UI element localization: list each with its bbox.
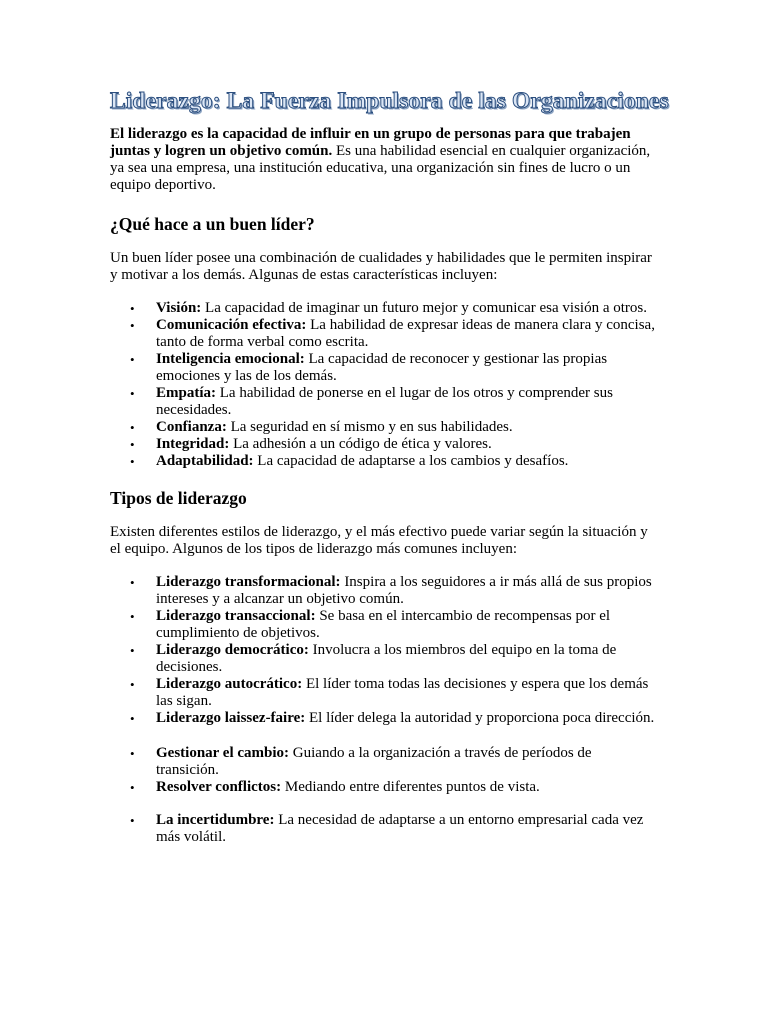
list-item-text: Mediando entre diferentes puntos de vista. [281, 779, 540, 795]
list-item [110, 351, 658, 385]
list-item-term: Visión: [156, 300, 202, 316]
list-item [110, 453, 658, 470]
list-item [110, 676, 658, 710]
list-item-text: La capacidad de imaginar un futuro mejor y comunicar esa visión a otros. [201, 300, 647, 316]
document-title: Liderazgo: La Fuerza Impulsora de las Organizaciones [110, 88, 669, 114]
list-item-text: La necesidad de adaptarse a un entorno empresarial cada vez más volátil. [156, 812, 644, 845]
bullet-icon: • [130, 437, 135, 452]
list-item-term: Liderazgo autocrático: [156, 676, 303, 692]
list-item [110, 574, 658, 608]
list-item-term: Confianza: [156, 419, 227, 435]
bullet-icon: • [130, 454, 135, 469]
list-item [110, 779, 658, 796]
list-item-term: Liderazgo democrático: [156, 642, 309, 658]
list-item-text: Inspira a los seguidores a ir más allá de sus propios intereses y a alcanzar un objetivo común. [156, 574, 652, 607]
list-item-term: Liderazgo transformacional: [156, 574, 341, 590]
list-item-text: La habilidad de ponerse en el lugar de los otros y comprender sus necesidades. [156, 385, 613, 418]
list-item-term: Liderazgo transaccional: [156, 608, 316, 624]
qualities-list [110, 300, 658, 470]
list-item-text: El líder toma todas las decisiones y espera que los demás las sigan. [156, 676, 649, 709]
list-item-term: Gestionar el cambio: [156, 745, 290, 761]
section-paragraph-buen-lider: Un buen líder posee una combinación de cualidades y habilidades que le permiten inspirar y motivar a los demás. Algunas de estas características incluyen: [110, 250, 652, 283]
list-item-text: La habilidad de expresar ideas de manera clara y concisa, tanto de forma verbal como escrita. [156, 317, 655, 350]
list-item-text: Involucra a los miembros del equipo en la toma de decisiones. [156, 642, 617, 675]
challenges-list [110, 812, 658, 846]
bullet-icon: • [130, 575, 135, 590]
list-item-term: Resolver conflictos: [156, 779, 282, 795]
bullet-icon: • [130, 813, 135, 828]
list-item [110, 608, 658, 642]
list-item [110, 317, 658, 351]
list-item-text: La capacidad de reconocer y gestionar las propias emociones y las de los demás. [156, 351, 608, 384]
list-item-text: La capacidad de adaptarse a los cambios y desafíos. [253, 453, 569, 469]
section-paragraph-tipos: Existen diferentes estilos de liderazgo, y el más efectivo puede variar según la situación y el equipo. Algunos de los tipos de liderazgo más comunes incluyen: [110, 524, 648, 557]
bullet-icon: • [130, 318, 135, 333]
intro-bold-text: El liderazgo es la capacidad de influir en un grupo de personas para que trabajen juntas y logren un objetivo común. [110, 126, 631, 159]
list-item-text: Se basa en el intercambio de recompensas por el cumplimiento de objetivos. [156, 608, 611, 641]
list-item-text: El líder delega la autoridad y proporciona poca dirección. [305, 710, 655, 726]
list-item-term: Inteligencia emocional: [156, 351, 305, 367]
list-item-term: Integridad: [156, 436, 230, 452]
list-item-term: Empatía: [156, 385, 216, 401]
leader-tasks-list [110, 745, 658, 796]
list-item-term: Liderazgo laissez-faire: [156, 710, 306, 726]
list-item [110, 436, 658, 453]
list-item [110, 385, 658, 419]
list-item-text: Guiando a la organización a través de períodos de transición. [156, 745, 592, 778]
bullet-icon: • [130, 780, 135, 795]
list-item [110, 642, 658, 676]
bullet-icon: • [130, 711, 135, 726]
list-item [110, 745, 658, 779]
bullet-icon: • [130, 677, 135, 692]
list-item [110, 710, 658, 727]
bullet-icon: • [130, 609, 135, 624]
document-page [110, 86, 669, 846]
section-heading-tipos: Tipos de liderazgo [110, 488, 247, 508]
bullet-icon: • [130, 386, 135, 401]
intro-paragraph [110, 126, 658, 194]
list-item-term: Comunicación efectiva: [156, 317, 307, 333]
intro-normal-text: Es una habilidad esencial en cualquier organización, ya sea una empresa, una institución educativa, una organización sin fines de lucro o un equipo deportivo. [110, 143, 651, 193]
bullet-icon: • [130, 746, 135, 761]
list-item [110, 419, 658, 436]
bullet-icon: • [130, 352, 135, 367]
leadership-types-list [110, 574, 658, 727]
list-item-text: La seguridad en sí mismo y en sus habilidades. [226, 419, 513, 435]
list-item [110, 300, 658, 317]
bullet-icon: • [130, 420, 135, 435]
list-item [110, 812, 658, 846]
section-heading-buen-lider: ¿Qué hace a un buen líder? [110, 214, 315, 234]
list-item-term: Adaptabilidad: [156, 453, 254, 469]
list-item-text: La adhesión a un código de ética y valores. [229, 436, 492, 452]
list-item-term: La incertidumbre: [156, 812, 275, 828]
bullet-icon: • [130, 301, 135, 316]
bullet-icon: • [130, 643, 135, 658]
